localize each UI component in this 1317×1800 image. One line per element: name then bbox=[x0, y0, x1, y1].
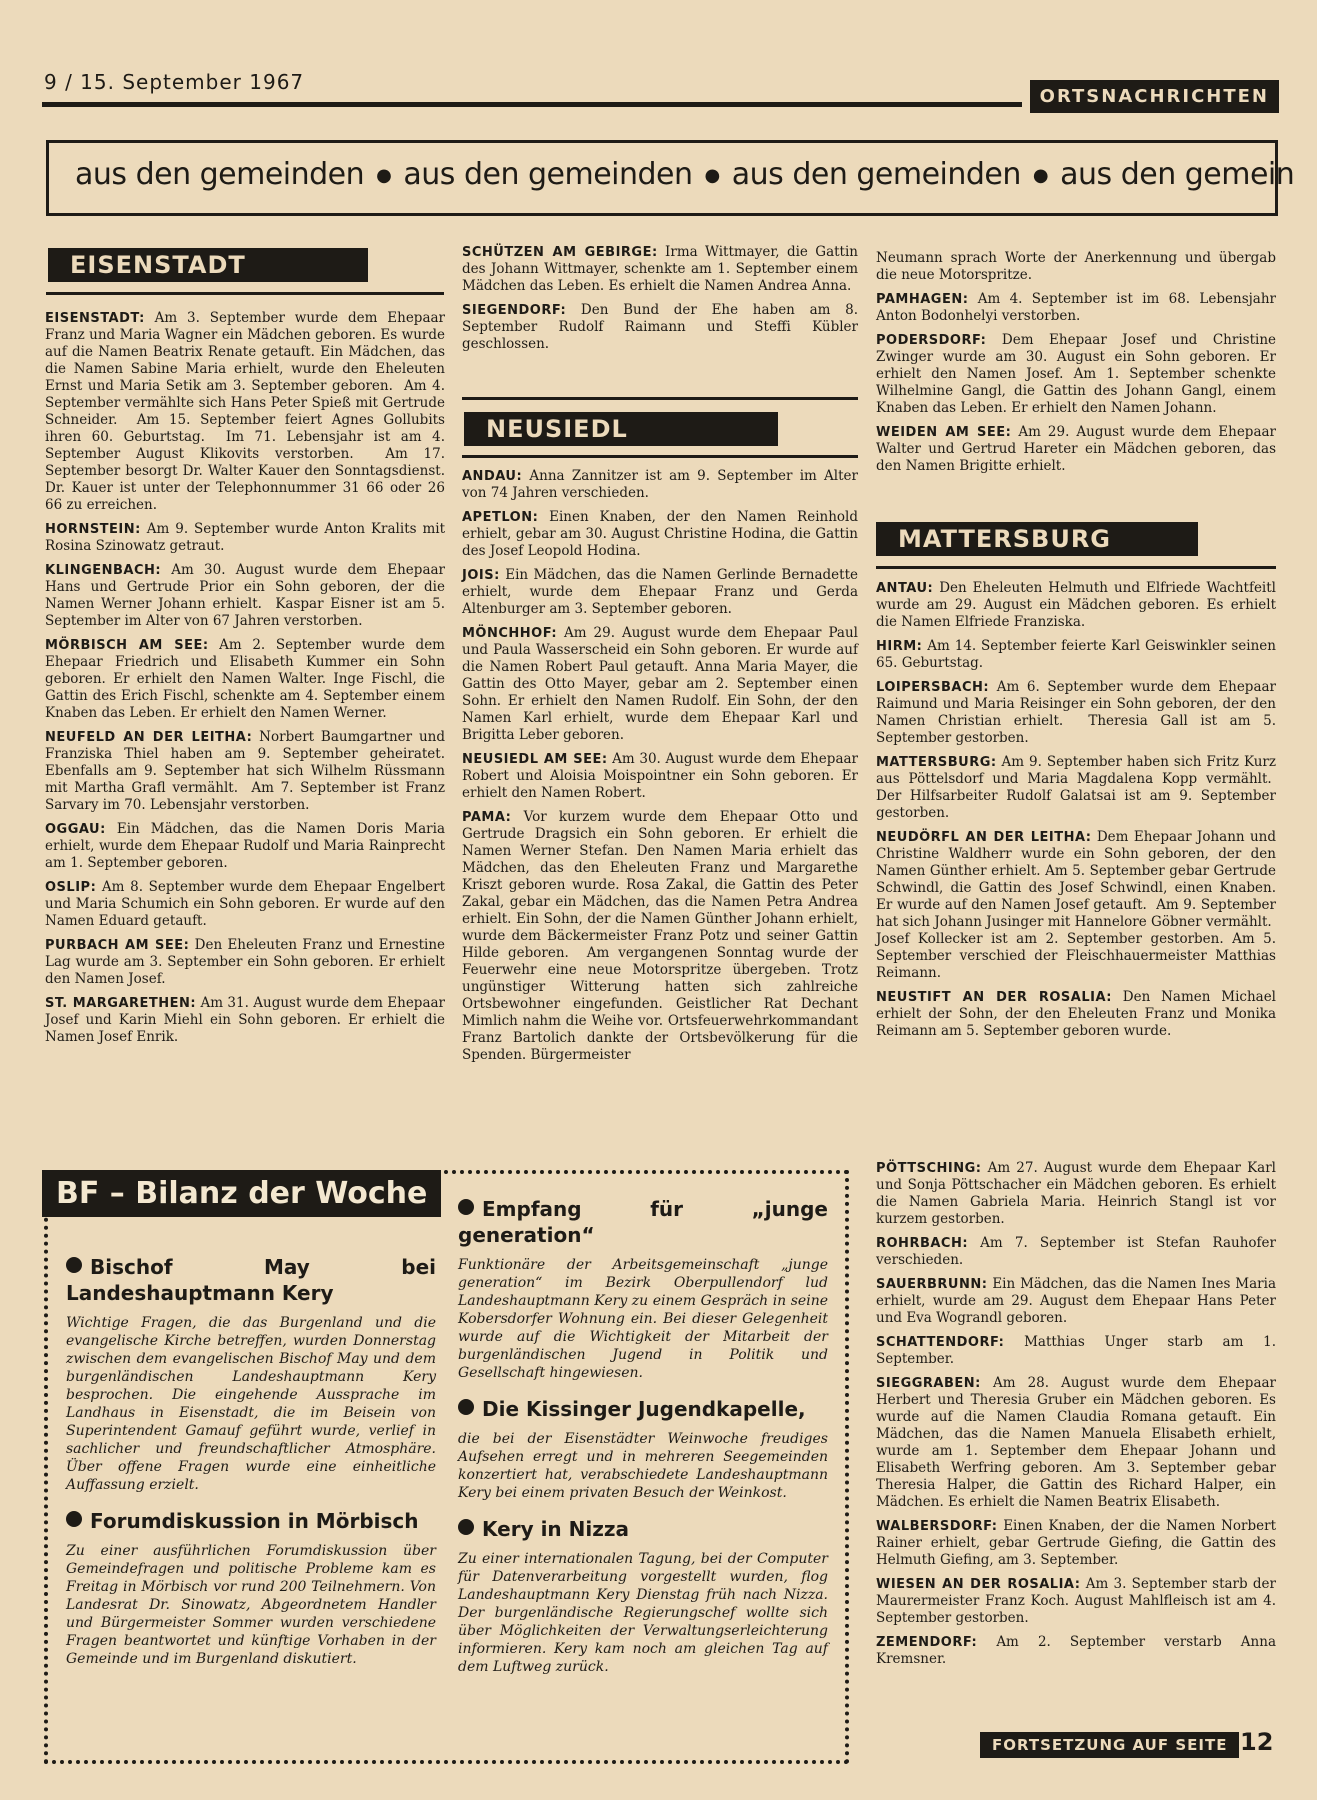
news-item bbox=[876, 424, 1276, 475]
place-name: JOIS: bbox=[462, 568, 500, 583]
news-item bbox=[462, 468, 858, 502]
news-item bbox=[462, 302, 858, 353]
section-rule bbox=[876, 566, 1276, 569]
headline-text: Die Kissinger Jugendkapelle, bbox=[482, 1397, 806, 1421]
news-item bbox=[876, 1518, 1276, 1569]
box-headline bbox=[66, 1254, 436, 1306]
continued-page: 12 bbox=[1240, 1728, 1274, 1756]
item-text: Am 9. September wurde Anton Kralits mit Rosina Szinowatz getraut. bbox=[45, 521, 445, 554]
place-name: NEUFELD AN DER LEITHA: bbox=[45, 730, 253, 745]
news-item bbox=[876, 1375, 1276, 1511]
place-name: ANTAU: bbox=[876, 581, 934, 596]
news-item bbox=[876, 989, 1276, 1040]
place-name: KLINGENBACH: bbox=[45, 563, 162, 578]
item-text: Ein Mädchen, das die Namen Gerlinde Bernadette erhielt, wurde dem Ehepaar Franz und Gerda Altenburger am 3. September geboren. bbox=[462, 567, 858, 617]
place-name: WALBERSDORF: bbox=[876, 1519, 998, 1534]
place-name: NEUSIEDL AM SEE: bbox=[462, 752, 608, 767]
section-rule bbox=[46, 292, 444, 295]
news-item bbox=[876, 829, 1276, 982]
headline-text: Kery in Nizza bbox=[482, 1517, 630, 1541]
column-eisenstadt-cont bbox=[462, 244, 858, 360]
section-rule bbox=[462, 397, 858, 400]
item-text: Am 29. August wurde dem Ehepaar Paul und Paula Wasserscheid ein Sohn geboren. Er wurde auf die Namen Robert Paul getauft. Anna Maria Mayer, die Gattin des Otto Mayer, gebar am 2. September einen Sohn. Er erhielt den Namen Rudolf. Ein Sohn, der den Namen Karl erhielt, wurde dem Ehepaar Karl und Brigitta Leber geboren. bbox=[462, 625, 858, 743]
news-item bbox=[462, 567, 858, 618]
banner bbox=[46, 140, 1295, 216]
box-text: Funktionäre der Arbeitsgemeinschaft „junge generation“ im Bezirk Oberpullendorf lud Landeshauptmann Kery zu einem Gespräch in seine Kobersdorfer Wohnung ein. Bei dieser Gelegenheit wurde auf die Wichtigkeit der Mitarbeit der burgenländischen Jugend in Politik und Gesellschaft hingewiesen. bbox=[458, 1257, 828, 1381]
news-item bbox=[876, 291, 1276, 325]
news-item bbox=[876, 1235, 1276, 1269]
item-text: Matthias Unger starb am 1. September. bbox=[876, 1334, 1276, 1367]
news-item bbox=[876, 638, 1276, 672]
bullet-icon bbox=[458, 1199, 474, 1215]
news-item bbox=[876, 1634, 1276, 1668]
item-text: Am 4. September ist im 68. Lebensjahr Anton Bodonhelyi verstorben. bbox=[876, 291, 1276, 324]
box-headline bbox=[458, 1516, 828, 1542]
item-text: Am 31. August wurde dem Ehepaar Josef und Karin Miehl ein Sohn geboren. Er erhielt die Namen Josef Enrik. bbox=[45, 995, 445, 1045]
box-text: Zu einer internationalen Tagung, bei der Computer für Datenverarbeitung vorgestellt wurden, flog Landeshauptmann Kery Dienstag früh nach Nizza. Der burgenländische Regierungschef wollte sich über Möglichkeiten der Verwaltungserleichterung informieren. Kery kam noch am gleichen Tag auf dem Luftweg zurück. bbox=[458, 1551, 828, 1675]
box-text: Zu einer ausführlichen Forumdiskussion über Gemeindefragen und politische Probleme kam es Freitag in Mörbisch vor rund 200 Teilnehmern. Von Landesrat Dr. Sinowatz, Abgeordnetem Handler und Bürgermeister Sommer wurden verschiedene Fragen beantwortet und künftige Vorhaben in der Gemeinde und im Burgenland diskutiert. bbox=[66, 1543, 436, 1667]
place-name: PÖTTSCHING: bbox=[876, 1161, 982, 1176]
item-text: Den Namen Michael erhielt der Sohn, der den Eheleuten Franz und Monika Reimann am 5. September geboren wurde. bbox=[876, 989, 1276, 1039]
box-text: Wichtige Fragen, die das Burgenland und die evangelische Kirche betreffen, wurden Donnerstag zwischen dem evangelischen Bischof May und dem burgenländischen Landeshauptmann Kery besprochen. Die eingehende Aussprache im Landhaus in Eisenstadt, die im Beisein von Superintendent Gamauf geführt wurde, verlief in sachlicher und freundschaftlicher Atmosphäre. Über offene Fragen wurde eine einheitliche Auffassung erzielt. bbox=[66, 1315, 436, 1493]
item-text: Ein Mädchen, das die Namen Doris Maria erhielt, wurde dem Ehepaar Rudolf und Maria Rainprecht am 1. September geboren. bbox=[45, 821, 445, 871]
news-item bbox=[45, 821, 445, 872]
place-name: SIEGENDORF: bbox=[462, 303, 567, 318]
column-neusiedl bbox=[462, 468, 858, 1071]
column-neusiedl-cont bbox=[876, 250, 1276, 482]
bullet-icon bbox=[458, 1519, 474, 1535]
place-name: NEUDÖRFL AN DER LEITHA: bbox=[876, 830, 1092, 845]
place-name: SCHATTENDORF: bbox=[876, 1335, 1005, 1350]
news-item bbox=[462, 244, 858, 295]
place-name: OGGAU: bbox=[45, 822, 106, 837]
place-name: ST. MARGARETHEN: bbox=[45, 996, 197, 1011]
news-item bbox=[45, 310, 445, 514]
news-item bbox=[45, 637, 445, 722]
item-text: Den Eheleuten Helmuth und Elfriede Wachtfeitl wurde am 29. August ein Mädchen geboren. Es erhielt die Namen Elfriede Franziska. bbox=[876, 580, 1276, 630]
column-mattersburg-cont bbox=[876, 1160, 1276, 1675]
item-text: Einen Knaben, der den Namen Reinhold erhielt, gebar am 30. August Christine Hodina, die Gattin des Josef Leopold Hodina. bbox=[462, 509, 858, 559]
bullet-icon: ● bbox=[1032, 165, 1049, 186]
item-text: Irma Wittmayer, die Gattin des Johann Wittmayer, schenkte am 1. September einem Mädchen das Leben. Es erhielt die Namen Andrea Anna. bbox=[462, 244, 858, 294]
item-text: Am 6. September wurde dem Ehepaar Raimund und Maria Reisinger ein Sohn geboren, der den Namen Christian erhielt. Theresia Gall ist am 5. September gestorben. bbox=[876, 679, 1276, 746]
item-text: Neumann sprach Worte der Anerkennung und übergab die neue Motorspritze. bbox=[876, 250, 1276, 283]
headline-text: Empfang für „junge generation“ bbox=[458, 1197, 828, 1247]
item-text: Den Eheleuten Franz und Ernestine Lag wurde am 3. September ein Sohn geboren. Er erhielt den Namen Josef. bbox=[45, 937, 446, 987]
news-item bbox=[45, 562, 445, 630]
place-name: PODERSDORF: bbox=[876, 333, 987, 348]
headline-text: Bischof May bei Landeshauptmann Kery bbox=[66, 1255, 436, 1305]
bullet-icon: ● bbox=[376, 165, 392, 186]
region-heading-neusiedl: NEUSIEDL bbox=[464, 412, 778, 446]
item-text: Anna Zannitzer ist am 9. September im Alter von 74 Jahren verschieden. bbox=[462, 468, 858, 501]
place-name: ROHRBACH: bbox=[876, 1236, 969, 1251]
item-text: Den Bund der Ehe haben am 8. September Rudolf Raimann und Steffi Kübler geschlossen. bbox=[462, 302, 858, 352]
item-text: Am 3. September wurde dem Ehepaar Franz und Maria Wagner ein Mädchen geboren. Es wurde auf die Namen Beatrix Renate getauft. Ein Mädchen, das die Namen Sabine Maria erhielt, wurde den Eheleuten Ernst und Maria Setik am 3. September geboren. Am 4. September vermählte sich Hans Peter Spieß mit Gertrude Schneider. Am 15. September feiert Agnes Gollubits ihren 60. Geburtstag. Im 71. Lebensjahr ist am 4. September August Klikovits verstorben. Am 17. September besorgt Dr. Walter Kauer den Sonntagsdienst. Dr. Kauer ist unter der Telephonnummer 31 66 oder 26 66 zu erreichen. bbox=[45, 310, 445, 513]
banner-text bbox=[75, 157, 1294, 192]
item-text: Am 9. September haben sich Fritz Kurz aus Pöttelsdorf und Maria Magdalena Kopp vermählt. Der Hilfsarbeiter Rudolf Galatsai ist am 9. September gestorben. bbox=[876, 754, 1276, 821]
news-item bbox=[876, 332, 1276, 417]
box-headline bbox=[66, 1508, 436, 1534]
column-mattersburg bbox=[876, 580, 1276, 1047]
bilanz-box bbox=[44, 1170, 849, 1764]
news-item bbox=[462, 809, 858, 1064]
news-item bbox=[462, 751, 858, 802]
headline-text: Forumdiskussion in Mörbisch bbox=[90, 1509, 419, 1533]
place-name: HORNSTEIN: bbox=[45, 522, 141, 537]
place-name: SIEGGRABEN: bbox=[876, 1376, 981, 1391]
place-name: PAMHAGEN: bbox=[876, 292, 969, 307]
news-item bbox=[462, 625, 858, 744]
item-text: Am 27. August wurde dem Ehepaar Karl und Sonja Pöttschacher ein Mädchen geboren. Es erhielt die Namen Gabriela Maria. Heinrich Stangl ist vor kurzem gestorben. bbox=[876, 1160, 1276, 1227]
bullet-icon bbox=[66, 1257, 82, 1273]
item-text: Ein Mädchen, das die Namen Ines Maria erhielt, wurde am 29. August dem Ehepaar Hans Peter und Eva Wograndl geboren. bbox=[876, 1276, 1276, 1326]
box-headline bbox=[458, 1196, 828, 1248]
news-item bbox=[45, 995, 445, 1046]
news-item bbox=[876, 250, 1276, 284]
item-text: Am 2. September verstarb Anna Kremsner. bbox=[876, 1634, 1276, 1667]
place-name: ZEMENDORF: bbox=[876, 1635, 978, 1650]
news-item bbox=[876, 1276, 1276, 1327]
item-text: Dem Ehepaar Josef und Christine Zwinger wurde am 30. August ein Sohn geboren. Er erhielt den Namen Josef. Am 1. September schenkte Wilhelmine Gangl, die Gattin des Johann Gangl, einem Knaben das Leben. Er erhielt den Namen Johann. bbox=[876, 332, 1276, 416]
item-text: Am 30. August wurde dem Ehepaar Robert und Aloisia Moispointner ein Sohn geboren. Er erhielt den Namen Robert. bbox=[462, 751, 858, 801]
news-item bbox=[45, 729, 445, 814]
item-text: Am 8. September wurde dem Ehepaar Engelbert und Maria Schumich ein Sohn geboren. Er wurde auf den Namen Eduard getauft. bbox=[45, 879, 445, 929]
section-label: ORTSNACHRICHTEN bbox=[1030, 80, 1279, 113]
news-item bbox=[45, 521, 445, 555]
place-name: SAUERBRUNN: bbox=[876, 1277, 988, 1292]
item-text: Am 28. August wurde dem Ehepaar Herbert und Theresia Gruber ein Mädchen geboren. Es wurde auf die Namen Claudia Romana getauft. Ein Mädchen, das die Namen Manuela Elisabeth erhielt, wurde am 1. September dem Ehepaar Johann und Elisabeth Werfring geboren. Am 3. September gebar Theresia Halper, die Gattin des Richard Halper, ein Mädchen. Es erhielt die Namen Beatrix Elisabeth. bbox=[876, 1375, 1276, 1510]
header-rule bbox=[42, 102, 1022, 107]
place-name: OSLIP: bbox=[45, 880, 97, 895]
item-text: Norbert Baumgartner und Franziska Thiel haben am 9. September geheiratet. Ebenfalls am 9. September hat sich Wilhelm Rüssmann mit Martha Grafl vermählt. Am 7. September ist Franz Sarvary im 70. Lebensjahr verstorben. bbox=[45, 729, 445, 813]
section-rule bbox=[462, 455, 858, 458]
banner-phrase: aus den gemeinden bbox=[75, 157, 365, 192]
news-item bbox=[876, 754, 1276, 822]
banner-phrase: aus den gemeinden bbox=[731, 157, 1021, 192]
place-name: WEIDEN AM SEE: bbox=[876, 425, 1012, 440]
place-name: MÖRBISCH AM SEE: bbox=[45, 638, 209, 653]
place-name: WIESEN AN DER ROSALIA: bbox=[876, 1577, 1081, 1592]
box-text: die bei der Eisenstädter Weinwoche freudiges Aufsehen erregt und in mehreren Seegemeinden konzertiert hat, verabschiedete Landeshauptmann Kery bei einem privaten Besuch der Weinkost. bbox=[458, 1431, 828, 1501]
place-name: APETLON: bbox=[462, 510, 539, 525]
item-text: Am 14. September feierte Karl Geiswinkler seinen 65. Geburtstag. bbox=[876, 638, 1276, 671]
news-item bbox=[45, 879, 445, 930]
place-name: PAMA: bbox=[462, 810, 512, 825]
place-name: HIRM: bbox=[876, 639, 923, 654]
place-name: LOIPERSBACH: bbox=[876, 680, 990, 695]
box-title: BF – Bilanz der Woche bbox=[42, 1170, 441, 1217]
item-text: Dem Ehepaar Johann und Christine Waldherr wurde ein Sohn geboren, der den Namen Günther erhielt. Am 5. September gebar Gertrude Schwindl, die Gattin des Josef Schwindl, einen Knaben. Er wurde auf den Namen Josef getauft. Am 9. September hat sich Johann Jusinger mit Hannelore Göbner vermählt. Josef Kollecker ist am 2. September gestorben. Am 5. September verschied der Fleischhauermeister Matthias Reimann. bbox=[876, 829, 1276, 981]
box-column-right bbox=[458, 1196, 828, 1690]
box-column-left bbox=[66, 1254, 436, 1682]
bullet-icon bbox=[66, 1511, 82, 1527]
news-item bbox=[876, 679, 1276, 747]
item-text: Am 3. September starb der Maurermeister Franz Koch. August Mahlfleisch ist am 4. September gestorben. bbox=[876, 1576, 1276, 1626]
banner-phrase: aus den gemeinden bbox=[403, 157, 693, 192]
continued-label: FORTSETZUNG AUF SEITE bbox=[980, 1732, 1239, 1758]
place-name: EISENSTADT: bbox=[45, 311, 145, 326]
place-name: MATTERSBURG: bbox=[876, 755, 997, 770]
place-name: MÖNCHHOF: bbox=[462, 626, 558, 641]
bullet-icon bbox=[458, 1399, 474, 1415]
place-name: NEUSTIFT AN DER ROSALIA: bbox=[876, 990, 1112, 1005]
news-item bbox=[462, 509, 858, 560]
page-date: 9 / 15. September 1967 bbox=[44, 70, 305, 94]
column-eisenstadt bbox=[45, 310, 445, 1053]
item-text: Am 2. September wurde dem Ehepaar Friedrich und Elisabeth Kummer ein Sohn geboren. Er erhielt den Namen Walter. Inge Fischl, die Gattin des Erich Fischl, schenkte am 4. September einem Knaben das Leben. Er erhielt den Namen Werner. bbox=[45, 637, 445, 721]
news-item bbox=[876, 1334, 1276, 1368]
item-text: Am 30. August wurde dem Ehepaar Hans und Gertrude Prior ein Sohn geboren, der die Namen Werner Johann erhielt. Kaspar Eisner ist am 5. September im Alter von 67 Jahren verstorben. bbox=[45, 562, 445, 629]
item-text: Am 7. September ist Stefan Rauhofer verschieden. bbox=[876, 1235, 1276, 1268]
news-item bbox=[876, 1576, 1276, 1627]
item-text: Am 29. August wurde dem Ehepaar Walter und Gertrud Hareter ein Mädchen geboren, das den Namen Brigitte erhielt. bbox=[876, 424, 1276, 474]
region-heading-mattersburg: MATTERSBURG bbox=[876, 522, 1198, 556]
item-text: Einen Knaben, der die Namen Norbert Rainer erhielt, gebar Gertrude Giefing, die Gattin des Helmuth Giefing, am 3. September. bbox=[876, 1518, 1276, 1568]
banner-phrase: aus den gemein bbox=[1060, 157, 1295, 192]
region-heading-eisenstadt: EISENSTADT bbox=[48, 248, 368, 282]
masthead bbox=[42, 66, 1279, 116]
box-headline bbox=[458, 1396, 828, 1422]
news-item bbox=[876, 1160, 1276, 1228]
place-name: SCHÜTZEN AM GEBIRGE: bbox=[462, 245, 658, 260]
place-name: PURBACH AM SEE: bbox=[45, 938, 190, 953]
item-text: Vor kurzem wurde dem Ehepaar Otto und Gertrude Dragsich ein Sohn geboren. Er erhielt die Namen Werner Stefan. Den Namen Maria erhielt das Mädchen, das den Eheleuten Franz und Margarethe Kriszt geboren wurde. Rosa Zakal, die Gattin des Peter Zakal, gebar ein Mädchen, das die Namen Petra Andrea erhielt. Ein Sohn, der die Namen Günther Johann erhielt, wurde dem Bäckermeister Franz Potz und seiner Gattin Hilde geboren. Am vergangenen Sonntag wurde der Feuerwehr eine neue Motorspritze übergeben. Trotz ungünstiger Witterung hatten sich zahlreiche Ortsbewohner eingefunden. Geistlicher Rat Dechant Mimlich nahm die Weihe vor. Ortsfeuerwehrkommandant Franz Bartolich dankte der Ortsbevölkerung für die Spenden. Bürgermeister bbox=[462, 809, 858, 1063]
place-name: ANDAU: bbox=[462, 469, 523, 484]
bullet-icon: ● bbox=[704, 165, 720, 186]
news-item bbox=[876, 580, 1276, 631]
news-item bbox=[45, 937, 445, 988]
